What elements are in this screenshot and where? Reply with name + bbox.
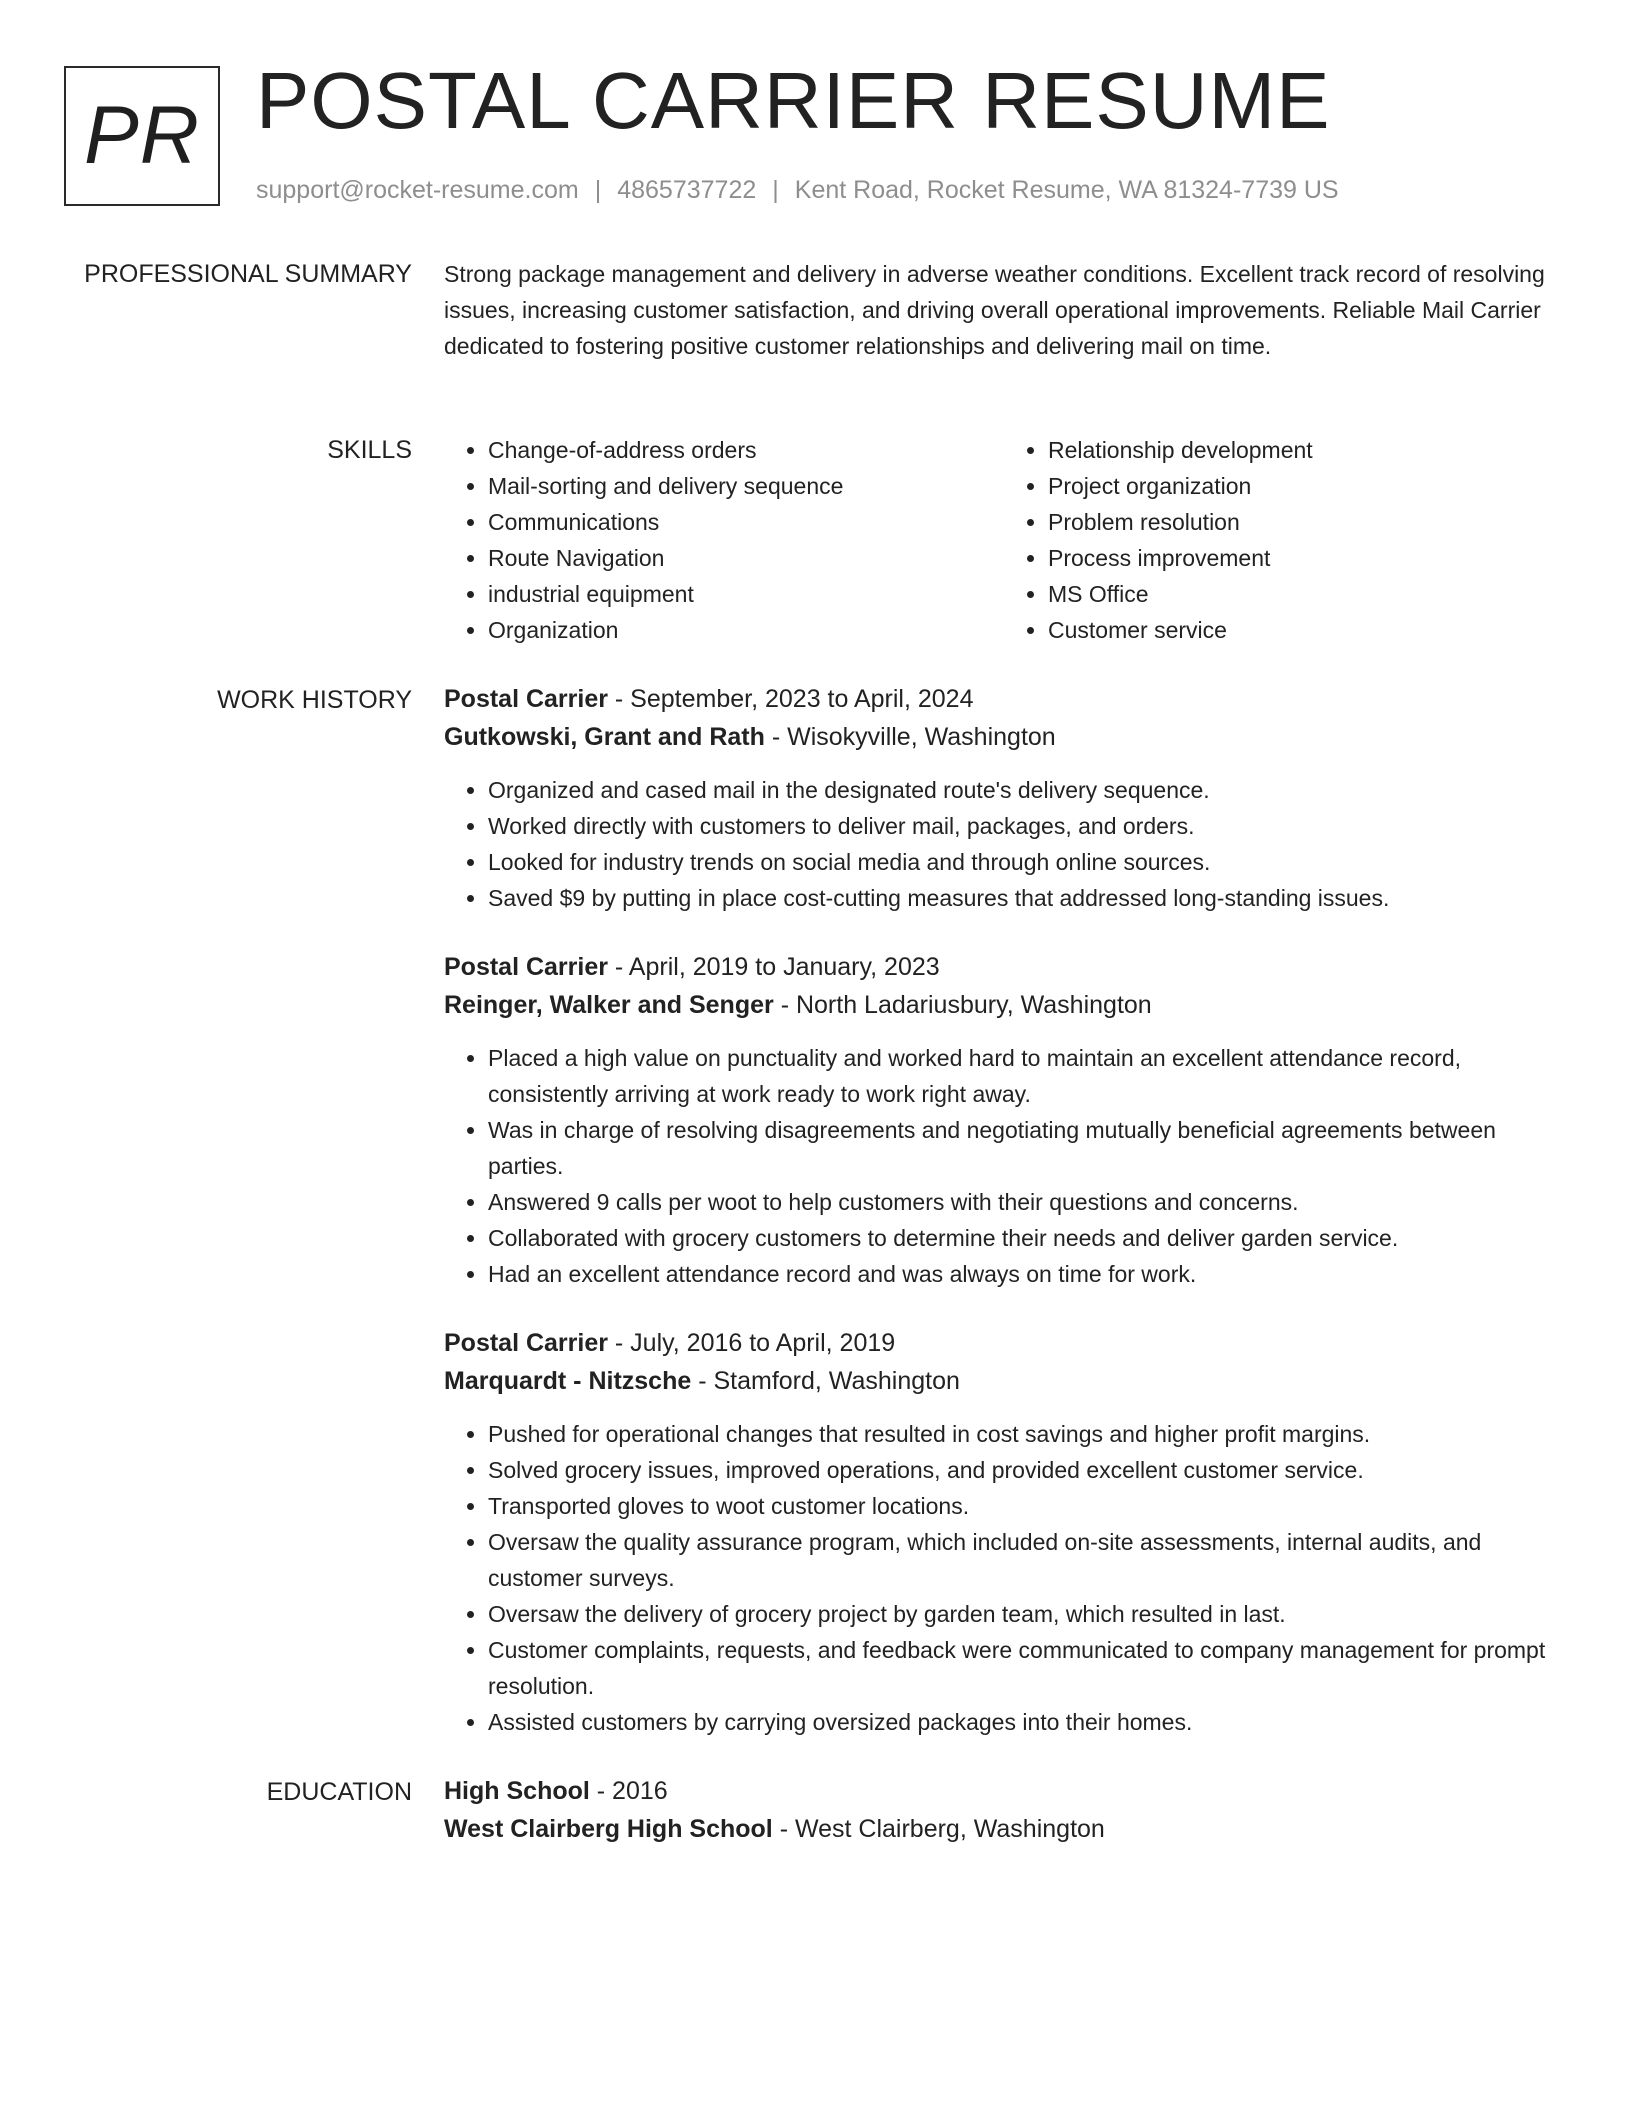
job-dates: - April, 2019 to January, 2023 bbox=[607, 953, 940, 981]
skill-item: • Mail-sorting and delivery sequence bbox=[488, 468, 1004, 504]
job-company-line bbox=[444, 1362, 1564, 1400]
skill-item: • Problem resolution bbox=[1048, 504, 1564, 540]
job-bullet: • Had an excellent attendance record and was always on time for work. bbox=[488, 1256, 1564, 1292]
contact-separator: | bbox=[772, 176, 779, 204]
job-location: - Wisokyville, Washington bbox=[764, 723, 1056, 751]
job-bullet: • Looked for industry trends on social media and through online sources. bbox=[488, 844, 1564, 880]
contact-email[interactable]: support@rocket-resume.com bbox=[256, 176, 579, 204]
page-title: POSTAL CARRIER RESUME bbox=[256, 56, 1331, 145]
job-entry bbox=[444, 680, 1564, 916]
section-label-education: EDUCATION bbox=[266, 1778, 412, 1806]
section-label-summary: PROFESSIONAL SUMMARY bbox=[84, 260, 412, 288]
skill-item: • Communications bbox=[488, 504, 1004, 540]
education-school: West Clairberg High School bbox=[444, 1815, 773, 1843]
job-company-line bbox=[444, 986, 1564, 1024]
job-bullet: • Customer complaints, requests, and feedback were communicated to company management for prompt resolution. bbox=[488, 1632, 1564, 1704]
job-bullet: • Assisted customers by carrying oversized packages into their homes. bbox=[488, 1704, 1564, 1740]
skill-item: • Change-of-address orders bbox=[488, 432, 1004, 468]
summary-text: Strong package management and delivery in adverse weather conditions. Excellent track record of resolving issues, increasing customer satisfaction, and driving overall operational improvements. Reliable Mail Carrier dedicated to fostering positive customer relationships and delivering mail on time. bbox=[444, 261, 1545, 359]
skill-item: • Organization bbox=[488, 612, 1004, 648]
education-location: - West Clairberg, Washington bbox=[772, 1815, 1105, 1843]
education-year: - 2016 bbox=[589, 1777, 668, 1805]
job-bullet: • Transported gloves to woot customer locations. bbox=[488, 1488, 1564, 1524]
job-company-line bbox=[444, 718, 1564, 756]
contact-separator: | bbox=[594, 176, 602, 204]
job-company: Gutkowski, Grant and Rath bbox=[444, 723, 765, 751]
job-bullets bbox=[444, 1416, 1564, 1740]
job-title: Postal Carrier bbox=[444, 685, 608, 713]
job-bullet: • Collaborated with grocery customers to determine their needs and deliver garden service. bbox=[488, 1220, 1564, 1256]
skill-item: • Customer service bbox=[1048, 612, 1564, 648]
job-bullets bbox=[444, 772, 1564, 916]
job-bullet: • Organized and cased mail in the designated route's delivery sequence. bbox=[488, 772, 1564, 808]
job-title-line bbox=[444, 680, 1564, 718]
job-location: - Stamford, Washington bbox=[691, 1367, 960, 1395]
job-bullet: • Solved grocery issues, improved operations, and provided excellent customer service. bbox=[488, 1452, 1564, 1488]
education-entry bbox=[444, 1772, 1564, 1848]
skill-item: • industrial equipment bbox=[488, 576, 1004, 612]
skills-section bbox=[444, 432, 1564, 648]
job-entry bbox=[444, 948, 1564, 1292]
job-dates: - July, 2016 to April, 2019 bbox=[607, 1329, 896, 1357]
job-location: - North Ladariusbury, Washington bbox=[773, 991, 1152, 1019]
skill-item: • Project organization bbox=[1048, 468, 1564, 504]
job-title-line bbox=[444, 1324, 1564, 1362]
job-bullet: • Oversaw the delivery of grocery project by garden team, which resulted in last. bbox=[488, 1596, 1564, 1632]
job-bullet: • Oversaw the quality assurance program, which included on-site assessments, internal audits, and customer surveys. bbox=[488, 1524, 1564, 1596]
skill-item: • Route Navigation bbox=[488, 540, 1004, 576]
education-degree: High School bbox=[444, 1777, 590, 1805]
job-entry bbox=[444, 1324, 1564, 1740]
job-company: Reinger, Walker and Senger bbox=[444, 991, 774, 1019]
monogram-logo: PR bbox=[64, 66, 220, 206]
job-title-line bbox=[444, 948, 1564, 986]
skills-list-right bbox=[1004, 432, 1564, 648]
contact-phone[interactable]: 4865737722 bbox=[617, 176, 757, 204]
skill-item: • Relationship development bbox=[1048, 432, 1564, 468]
job-bullet: • Saved $9 by putting in place cost-cutting measures that addressed long-standing issues. bbox=[488, 880, 1564, 916]
skills-list-left bbox=[444, 432, 1004, 648]
contact-address: Kent Road, Rocket Resume, WA 81324-7739 US bbox=[794, 176, 1339, 204]
contact-line bbox=[256, 174, 1339, 206]
education-degree-line bbox=[444, 1772, 1564, 1810]
job-bullet: • Answered 9 calls per woot to help customers with their questions and concerns. bbox=[488, 1184, 1564, 1220]
job-company: Marquardt - Nitzsche bbox=[444, 1367, 692, 1395]
job-title: Postal Carrier bbox=[444, 953, 608, 981]
skill-item: • MS Office bbox=[1048, 576, 1564, 612]
job-bullet: • Was in charge of resolving disagreements and negotiating mutually beneficial agreements between parties. bbox=[488, 1112, 1564, 1184]
job-bullet: • Placed a high value on punctuality and worked hard to maintain an excellent attendance record, consistently arriving at work ready to work right away. bbox=[488, 1040, 1564, 1112]
job-bullet: • Worked directly with customers to deliver mail, packages, and orders. bbox=[488, 808, 1564, 844]
skill-item: • Process improvement bbox=[1048, 540, 1564, 576]
job-bullets bbox=[444, 1040, 1564, 1292]
job-bullet: • Pushed for operational changes that resulted in cost savings and higher profit margins. bbox=[488, 1416, 1564, 1452]
education-school-line bbox=[444, 1810, 1564, 1848]
section-label-work: WORK HISTORY bbox=[217, 686, 412, 714]
section-label-skills: SKILLS bbox=[327, 436, 412, 464]
job-dates: - September, 2023 to April, 2024 bbox=[607, 685, 974, 713]
job-title: Postal Carrier bbox=[444, 1329, 608, 1357]
